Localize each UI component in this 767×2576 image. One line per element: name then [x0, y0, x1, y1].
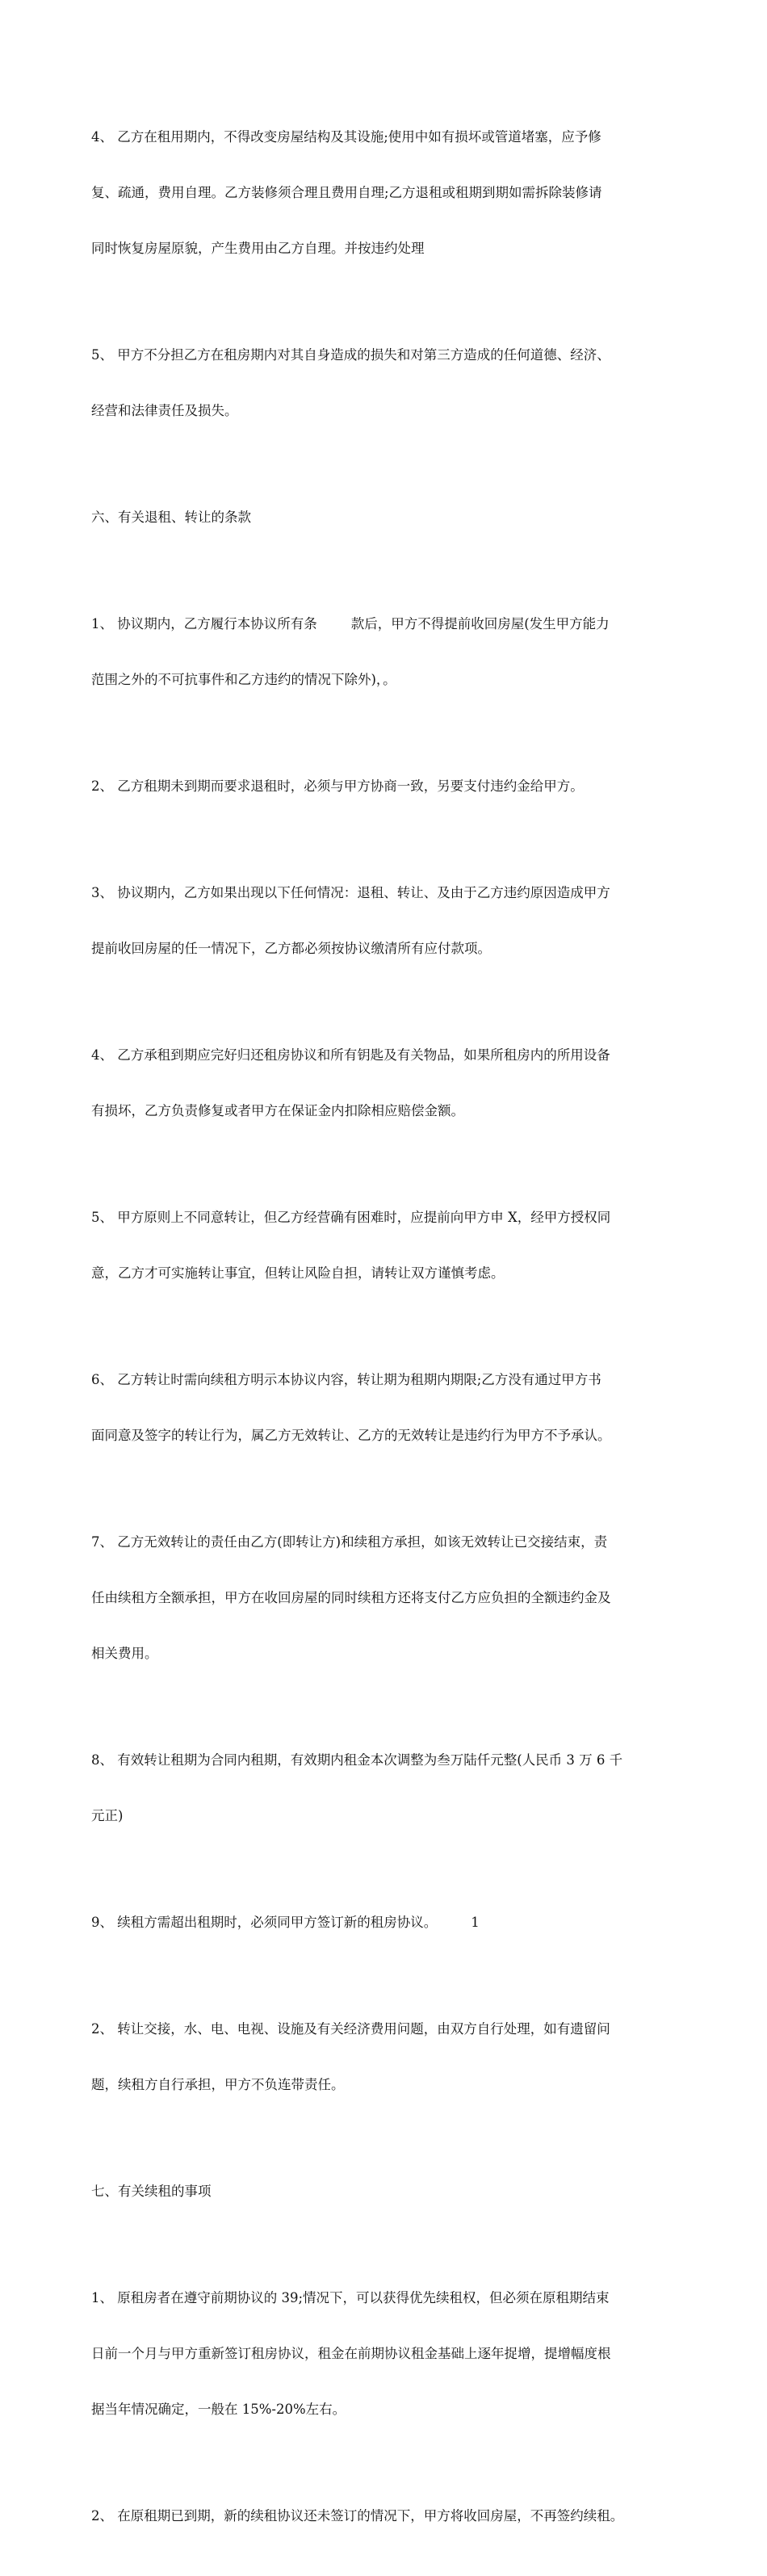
text-line: 经营和法律责任及损失。 [91, 403, 238, 418]
text-line: 提前收回房屋的任一情况下，乙方都必须按协议缴清所有应付款项。 [91, 941, 491, 956]
paragraph-6-9 [91, 1876, 685, 1969]
text-line: 5、 甲方不分担乙方在租房期内对其自身造成的损失和对第三方造成的任何道德、经济、 [91, 347, 610, 363]
text-line: 9、 续租方需超出租期时，必须同甲方签订新的租房协议。 1 [91, 1915, 480, 1930]
paragraph-clause-4-renovation [91, 90, 685, 295]
paragraph-6-2 [91, 740, 685, 833]
text-line: 复、疏通，费用自理。乙方装修须合理且费用自理;乙方退租或租期到期如需拆除装修请 [91, 185, 602, 200]
paragraph-7-2 [91, 2469, 685, 2562]
paragraph-transfer-handover [91, 1982, 685, 2131]
paragraph-6-6 [91, 1333, 685, 1482]
text-line: 2、 在原租期已到期，新的续租协议还未签订的情况下，甲方将收回房屋，不再签约续租。 [91, 2508, 624, 2524]
paragraph-clause-5-liability [91, 308, 685, 457]
section-heading-7 [91, 2145, 685, 2238]
paragraph-7-1 [91, 2251, 685, 2456]
text-line: 面同意及签字的转让行为，属乙方无效转让、乙方的无效转让是违约行为甲方不予承认。 [91, 1428, 611, 1443]
paragraph-6-3 [91, 846, 685, 995]
paragraph-6-7 [91, 1496, 685, 1700]
text-line: 5、 甲方原则上不同意转让，但乙方经营确有困难时，应提前向甲方申 X，经甲方授权同 [91, 1210, 611, 1225]
paragraph-6-1 [91, 577, 685, 726]
text-line: 范围之外的不可抗事件和乙方违约的情况下除外)，。 [91, 672, 396, 687]
section-heading-text: 六、有关退租、转让的条款 [91, 510, 251, 525]
section-heading-text: 七、有关续租的事项 [91, 2184, 212, 2199]
text-line: 任由续租方全额承担，甲方在收回房屋的同时续租方还将支付乙方应负担的全额违约金及 [91, 1590, 611, 1605]
paragraph-6-8 [91, 1714, 685, 1862]
text-line: 8、 有效转让租期为合同内租期，有效期内租金本次调整为叁万陆仟元整(人民币 3 万 6 千 [91, 1752, 623, 1768]
section-heading-6 [91, 471, 685, 564]
text-line: 6、 乙方转让时需向续租方明示本协议内容，转让期为租期内期限;乙方没有通过甲方书 [91, 1372, 601, 1387]
text-line: 7、 乙方无效转让的责任由乙方(即转让方)和续租方承担，如该无效转让已交接结束，责 [91, 1534, 608, 1550]
text-line: 4、 乙方在租用期内，不得改变房屋结构及其设施;使用中如有损坏或管道堵塞，应予修 [91, 129, 601, 145]
text-line: 据当年情况确定，一般在 15%-20%左右。 [91, 2402, 346, 2417]
text-line: 意，乙方才可实施转让事宜，但转让风险自担，请转让双方谨慎考虑。 [91, 1265, 505, 1281]
paragraph-6-5 [91, 1171, 685, 1319]
text-line: 3、 协议期内，乙方如果出现以下任何情况：退租、转让、及由于乙方违约原因造成甲方 [91, 885, 610, 900]
text-line: 日前一个月与甲方重新签订租房协议，租金在前期协议租金基础上逐年捉增，提增幅度根 [91, 2346, 611, 2361]
text-line: 题，续租方自行承担，甲方不负连带责任。 [91, 2077, 345, 2092]
text-line: 2、 转让交接，水、电、电视、设施及有关经济费用问题，由双方自行处理，如有遗留问 [91, 2021, 610, 2037]
text-line: 2、 乙方租期未到期而要求退租时，必须与甲方协商一致，另要支付违约金给甲方。 [91, 778, 584, 794]
document-page [91, 90, 685, 2576]
text-line: 相关费用。 [91, 1646, 158, 1661]
text-line: 有损坏，乙方负责修复或者甲方在保证金内扣除相应赔偿金额。 [91, 1103, 464, 1118]
text-line: 1、 协议期内，乙方履行本协议所有条 款后，甲方不得提前收回房屋(发生甲方能力 [91, 616, 610, 631]
text-line: 元正) [91, 1808, 124, 1823]
text-line: 1、 原租房者在遵守前期协议的 39;情况下，可以获得优先续租权，但必须在原租期结束 [91, 2290, 610, 2305]
text-line: 4、 乙方承租到期应完好归还租房协议和所有钥匙及有关物品，如果所租房内的所用设备 [91, 1047, 610, 1063]
paragraph-6-4 [91, 1009, 685, 1157]
text-line: 同时恢复房屋原貌，产生费用由乙方自理。并按违约处理 [91, 241, 425, 256]
